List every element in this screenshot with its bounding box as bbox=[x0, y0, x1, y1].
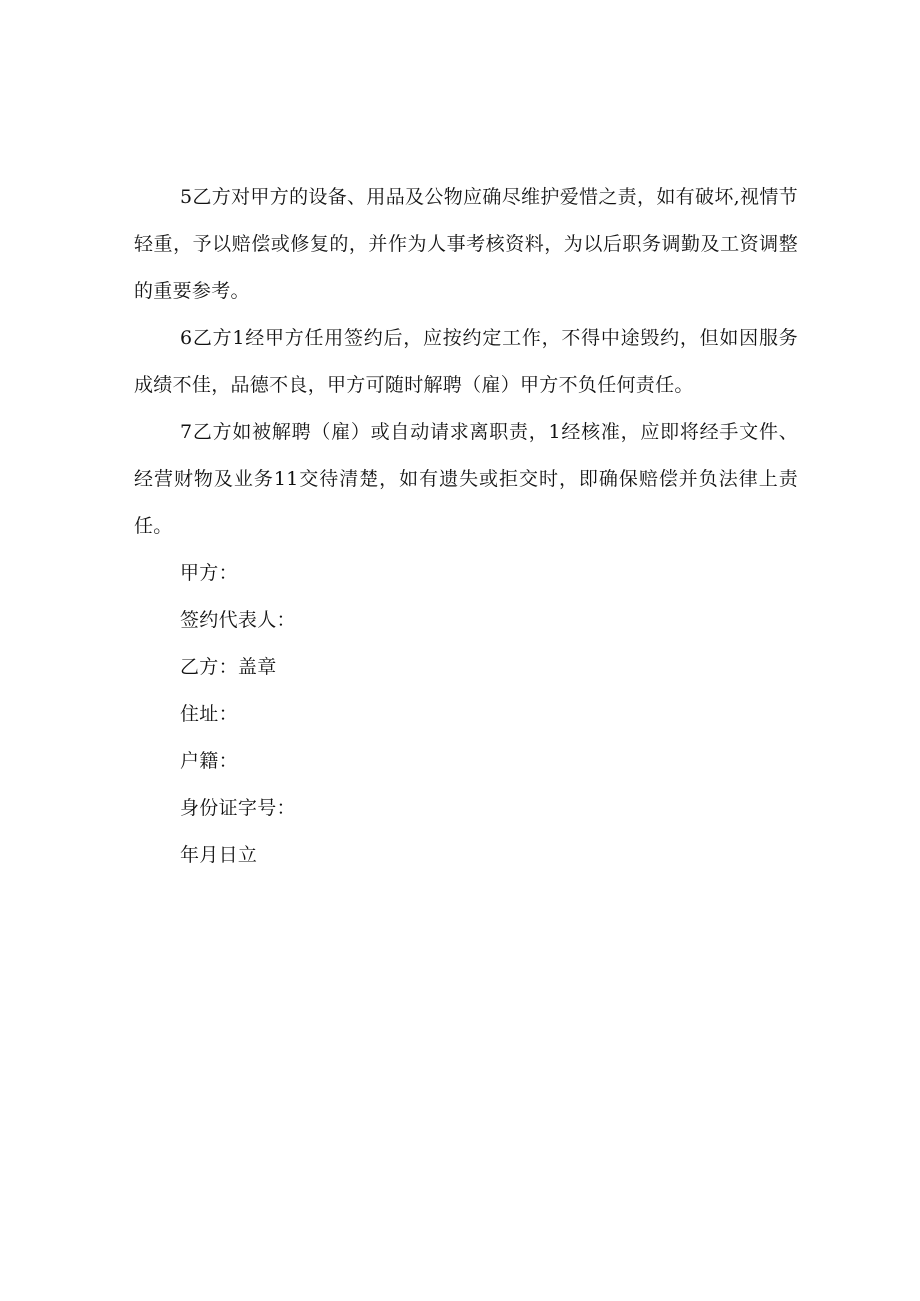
party-b-line: 乙方：盖章 bbox=[180, 656, 277, 678]
party-a-line: 甲方： bbox=[180, 562, 238, 584]
id-number-line: 身份证字号： bbox=[180, 797, 296, 819]
clause-5-paragraph: 5乙方对甲方的设备、用品及公物应确尽维护爱惜之责，如有破坏,视情节轻重，予以赔偿或修复的，并作为人事考核资料，为以后职务调勤及工资调整的重要参考。 bbox=[134, 186, 798, 302]
clause-6-paragraph: 6乙方1经甲方任用签约后，应按约定工作，不得中途毁约，但如因服务成绩不佳，品德不良，甲方可随时解聘（雇）甲方不负任何责任。 bbox=[134, 327, 798, 396]
representative-line: 签约代表人： bbox=[180, 609, 296, 631]
household-registration-line: 户籍： bbox=[180, 750, 238, 772]
clause-7-paragraph: 7乙方如被解聘（雇）或自动请求离职责，1经核准，应即将经手文件、经营财物及业务11交待清楚，如有遗失或拒交时，即确保赔偿并负法律上责任。 bbox=[134, 421, 798, 537]
signature-block bbox=[134, 550, 798, 879]
document-content bbox=[134, 174, 798, 879]
date-line: 年月日立 bbox=[180, 844, 258, 866]
address-line: 住址： bbox=[180, 703, 238, 725]
